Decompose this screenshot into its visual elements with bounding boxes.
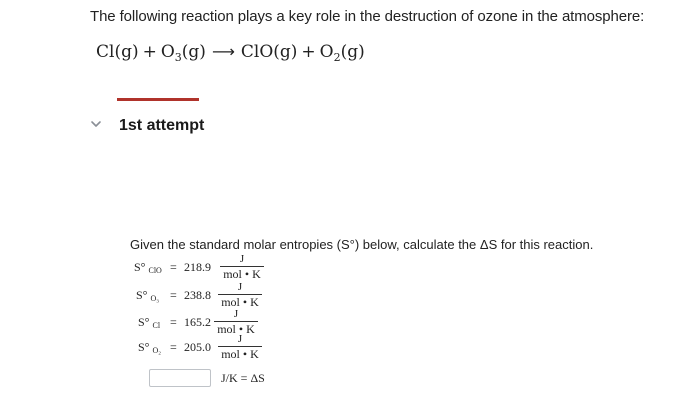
delta-s-answer-input[interactable] bbox=[149, 369, 211, 387]
entropy-unit: J mol • K bbox=[218, 281, 262, 308]
section-divider bbox=[117, 98, 199, 101]
entropy-unit: J mol • K bbox=[220, 253, 264, 280]
plus-sign: + bbox=[301, 42, 316, 62]
plus-sign: + bbox=[142, 42, 157, 62]
reaction-equation bbox=[96, 42, 365, 62]
product-clo: ClO(g) bbox=[240, 42, 298, 62]
entropy-value: 218.9 bbox=[184, 260, 211, 274]
entropy-row-cl bbox=[130, 308, 280, 336]
chevron-down-icon[interactable] bbox=[89, 117, 103, 131]
equals-sign: = bbox=[170, 315, 177, 329]
entropy-unit: J mol • K bbox=[214, 308, 258, 335]
entropy-symbol: S° $_{Cl}$ bbox=[138, 315, 161, 330]
attempt-title[interactable]: 1st attempt bbox=[119, 117, 205, 134]
entropy-value: 205.0 bbox=[184, 340, 211, 354]
entropy-symbol: S° $_{ClO}$ bbox=[134, 260, 162, 275]
question-prompt: The following reaction plays a key role in the destruction of ozone in the atmosphere: bbox=[90, 8, 645, 25]
entropy-row-o3 bbox=[130, 281, 280, 309]
entropy-row-o2 bbox=[130, 333, 280, 361]
entropy-row-clo bbox=[130, 253, 280, 281]
reaction-arrow-icon: ⟶ bbox=[211, 42, 235, 61]
entropy-symbol: S° $_{O_3}$ bbox=[136, 288, 160, 303]
product-o2: $O_2(g)$ bbox=[319, 42, 365, 64]
entropy-value: 165.2 bbox=[184, 315, 211, 329]
entropy-symbol: S° $_{O_2}$ bbox=[138, 340, 162, 355]
instructions-text: Given the standard molar entropies (S°) below, calculate the ΔS for this reaction. bbox=[130, 237, 594, 252]
entropy-value: 238.8 bbox=[184, 288, 211, 302]
equals-sign: = bbox=[170, 288, 177, 302]
entropy-unit: J mol • K bbox=[218, 333, 262, 360]
answer-unit-label: J/K = ΔS bbox=[221, 371, 265, 385]
reactant-cl: Cl(g) bbox=[96, 42, 139, 62]
reactant-o3: $O_3(g)$ bbox=[160, 42, 206, 64]
equals-sign: = bbox=[170, 260, 177, 274]
equals-sign: = bbox=[170, 340, 177, 354]
